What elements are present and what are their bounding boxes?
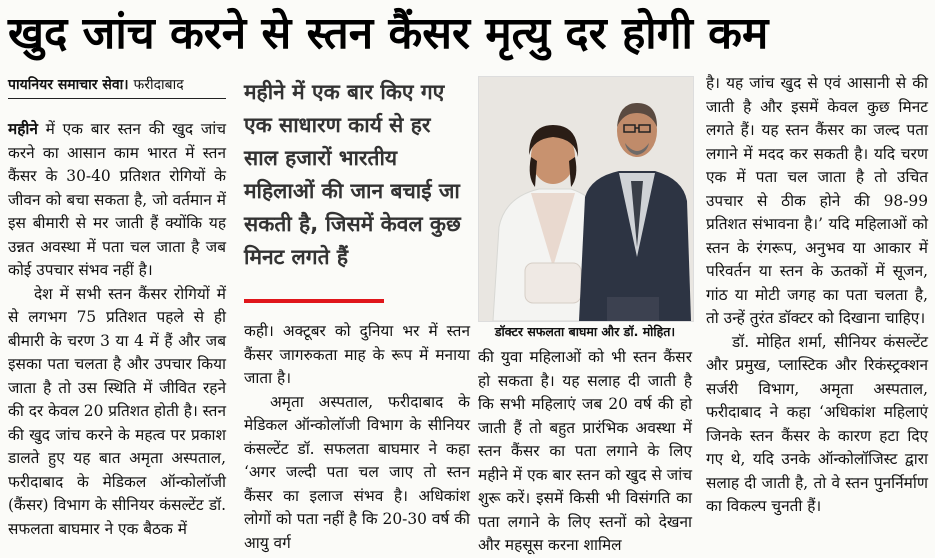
byline-agency: पायनियर समाचार सेवा [8, 77, 124, 93]
article-column-2 [244, 320, 470, 555]
column-4-paragraph-1: है। यह जांच खुद से एवं आसानी से की जाती है और इसमें केवल कुछ मिनट लगते हैं। यह स्तन कैंसर का जल्द पता लगाने में मदद कर सकती है। यदि चरण एक में पता चल जाता है तो उचित उपचार से ठीक होने की 98-99 प्रतिशत संभावना है।’ यदि महिलाओं को स्तन के रंगरूप, अनुभव या आकार में परिवर्तन या स्तन के ऊतकों में सूजन, गांठ या मोटी जगह का पता चलता है, तो उन्हें तुरंत डॉक्टर को दिखाना चाहिए। [706, 74, 928, 327]
byline-separator: । [123, 77, 134, 93]
headline: खुद जांच करने से स्तन कैंसर मृत्यु दर होगी कम [8, 8, 769, 59]
article-column-1 [8, 118, 226, 541]
article-column-4 [706, 72, 928, 519]
column-1-paragraph-1-text: में एक बार स्तन की खुद जांच करने का आसान काम भारत में स्तन कैंसर के 30-40 प्रतिशत रोगियों के जीवन को बचा सकता है, जो वर्तमान में इस बीमारी से मर जाती हैं क्योंकि यह उन्नत अवस्था में पता चल जाता है जब कोई उपचार संभव नहीं है। [8, 120, 226, 279]
column-2-paragraph-2: अमृता अस्पताल, फरीदाबाद के मेडिकल ऑन्कोलॉजी विभाग के सीनियर कंसल्टेंट डॉ. सफलता बाघमार ने कहा ‘अगर जल्दी पता चल जाए तो स्तन कैंसर का इलाज संभव है। अधिकांश लोगों को पता नहीं है कि 20-30 वर्ष की आयु वर्ग [244, 392, 470, 552]
column-4-paragraph-2: डॉ. मोहित शर्मा, सीनियर कंसल्टेंट और प्रमुख, प्लास्टिक और रिकंस्ट्रक्शन सर्जरी विभाग, अमृता अस्पताल, फरीदाबाद ने कहा ‘अधिकांश महिलाएं जिनके स्तन कैंसर के कारण हटा दिए गए थे, यदि उनके ऑन्कोलॉजिस्ट द्वारा सलाह दी जाती है, तो वे स्तन पुनर्निर्माण का विकल्प चुनती हैं। [706, 332, 928, 515]
byline [8, 72, 226, 99]
photo-caption: डॉक्टर सफलता बाघमा और डॉ. मोहित। [494, 324, 676, 339]
column-2-paragraph-1: कही। अक्टूबर को दुनिया भर में स्तन कैंसर जागरुकता माह के रूप में मनाया जाता है। [244, 322, 470, 387]
column-1-paragraph-1 [8, 118, 226, 283]
article-column-3 [478, 346, 692, 558]
pull-quote: महीने में एक बार किए गए एक साधारण कार्य से हर साल हजारों भारतीय महिलाओं की जान बचाई जा सकती है, जिसमें केवल कुछ मिनट लगते हैं [244, 80, 461, 269]
doctors-photo [478, 76, 694, 322]
pull-quote-rule [244, 299, 384, 303]
byline-place: फरीदाबाद [133, 77, 184, 93]
doctors-photo-illustration [479, 77, 693, 321]
column-3-paragraph-1: की युवा महिलाओं को भी स्तन कैंसर हो सकता है। यह सलाह दी जाती है कि सभी महिलाएं जब 20 वर्ष की हो जाती हैं तो बहुत प्रारंभिक अवस्था में स्तन कैंसर का पता लगाने के लिए महीने में एक बार स्तन को खुद से जांच शुरू करें। इसमें किसी भी विसंगति का पता लगाने के लिए स्तनों को देखना और महसूस करना शामिल [478, 348, 692, 554]
column-1-paragraph-2: देश में सभी स्तन कैंसर रोगियों में से लगभग 75 प्रतिशत पहले से ही बीमारी के चरण 3 या 4 में हैं और जब इसका पता चलता है और उपचार किया जाता है तो उस स्थिति में जीवित रहने की दर केवल 20 प्रतिशत होती है। स्तन की खुद जांच करने के महत्व पर प्रकाश डालते हुए यह बात अमृता अस्पताल, फरीदाबाद के मेडिकल ऑन्कोलॉजी (कैंसर) विभाग के सीनियर कंसल्टेंट डॉ. सफलता बाघमार ने एक बैठक में [8, 284, 226, 538]
lead-word: महीने [8, 120, 38, 138]
